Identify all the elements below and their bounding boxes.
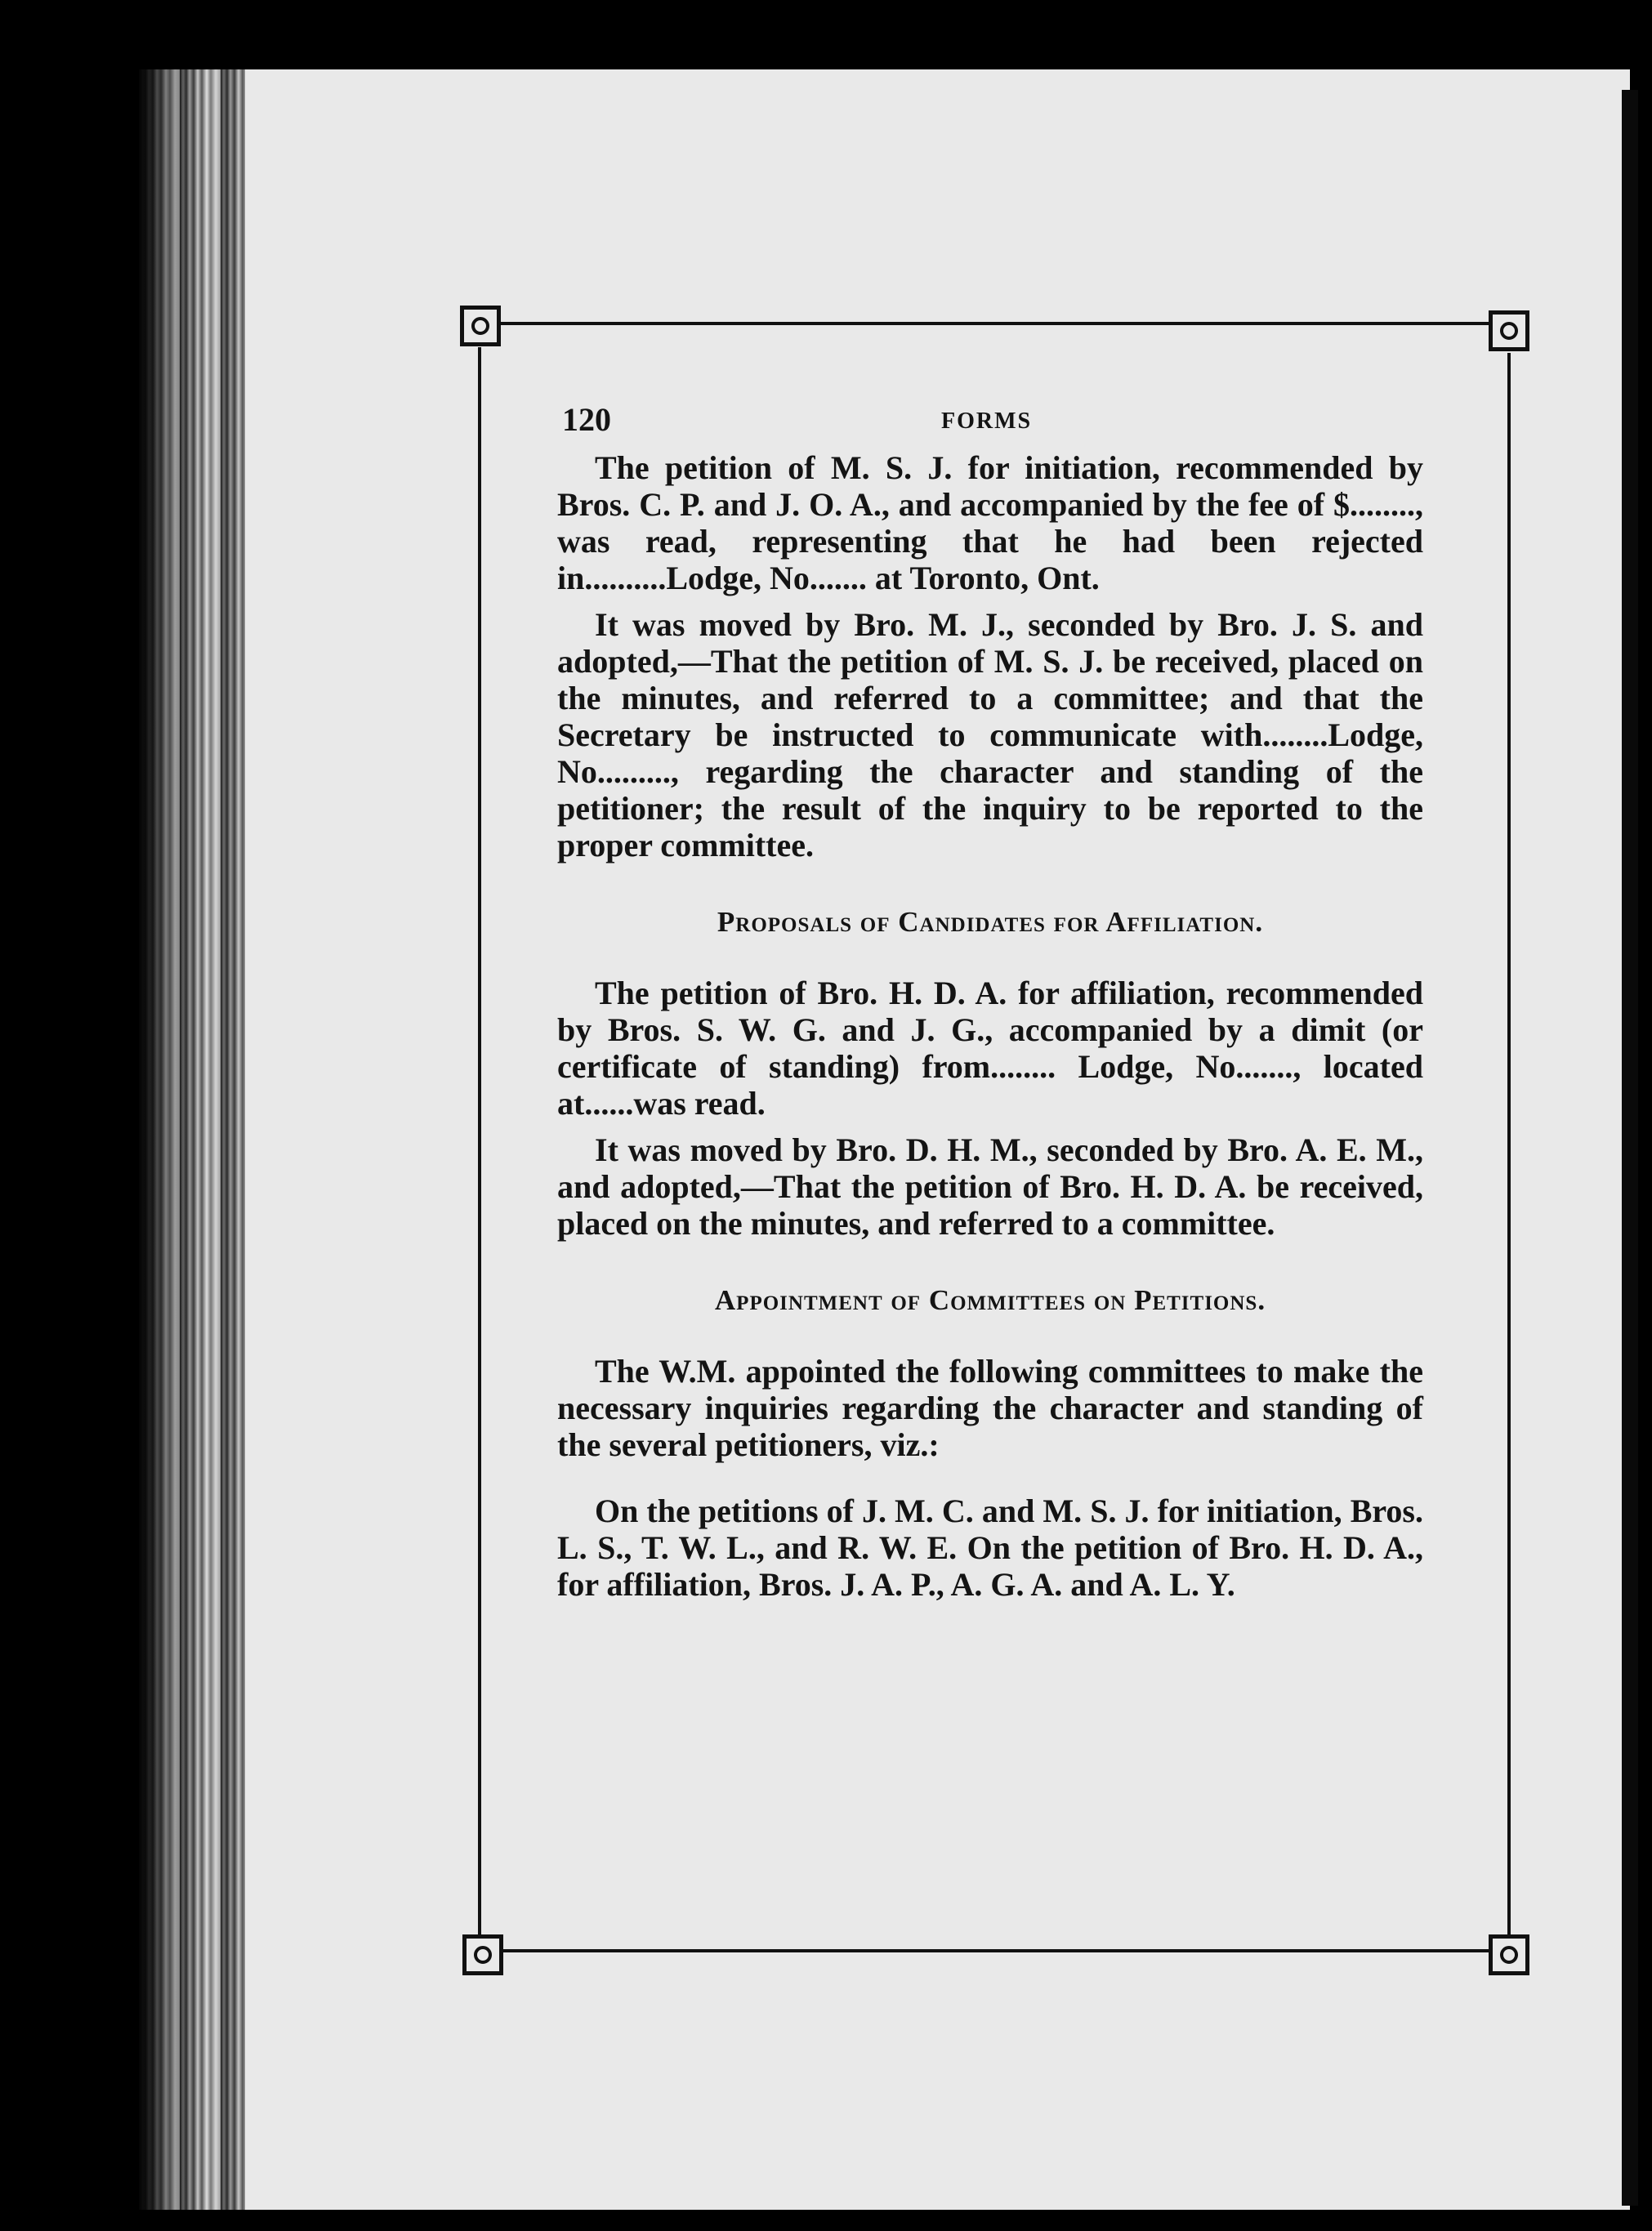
paragraph-initiation-petition: The petition of M. S. J. for initiation, recommended by Bros. C. P. and J. O. A., and accompanied by the fee of $........, was read, representing that he had been rejected in..........Lodge, No....... at Toronto, Ont.	[557, 449, 1423, 596]
page-header	[557, 400, 1423, 449]
border-left-line	[478, 347, 481, 1939]
border-top-line	[500, 322, 1493, 325]
paragraph-committee-members: On the petitions of J. M. C. and M. S. J. for initiation, Bros. L. S., T. W. L., and R. W. E. On the petition of Bro. H. D. A., for affiliation, Bros. J. A. P., A. G. A. and A. L. Y.	[557, 1493, 1423, 1603]
page-text	[557, 400, 1423, 1603]
heading-affiliation: Proposals of Candidates for Affiliation.	[717, 906, 1264, 938]
corner-ornament-top-right	[1489, 310, 1529, 351]
page-edge-shadow	[1622, 90, 1638, 2206]
paragraph-affiliation-motion: It was moved by Bro. D. H. M., seconded by Bro. A. E. M., and adopted,—That the petition of Bro. H. D. A. be received, placed on the minutes, and referred to a committee.	[557, 1131, 1423, 1242]
heading-committees: Appointment of Committees on Petitions.	[714, 1284, 1266, 1316]
border-right-line	[1507, 353, 1511, 1939]
paragraph-initiation-motion: It was moved by Bro. M. J., seconded by Bro. J. S. and adopted,—That the petition of M. S. J. be received, placed on the minutes, and referred to a committee; and that the Secretary be instructed to communicate with........Lodge, No........., regarding the character and standing of the petitioner; the result of the inquiry to be reported to the proper committee.	[557, 606, 1423, 863]
paragraph-committee-appointment: The W.M. appointed the following committees to make the necessary inquiries regarding the character and standing of the several petitioners, viz.:	[557, 1353, 1423, 1463]
corner-ornament-bottom-left	[462, 1934, 503, 1975]
corner-ornament-bottom-right	[1489, 1934, 1529, 1975]
page-number: 120	[562, 401, 611, 438]
running-title: FORMS	[941, 408, 1033, 434]
border-bottom-line	[503, 1949, 1493, 1952]
paragraph-affiliation-petition: The petition of Bro. H. D. A. for affiliation, recommended by Bros. S. W. G. and J. G., accompanied by a dimit (or certificate of standing) from........ Lodge, No......., located at......was read.	[557, 975, 1423, 1122]
spine-shadow	[139, 69, 188, 2210]
corner-ornament-top-left	[460, 306, 501, 346]
paragraph-gap	[557, 1463, 1423, 1493]
